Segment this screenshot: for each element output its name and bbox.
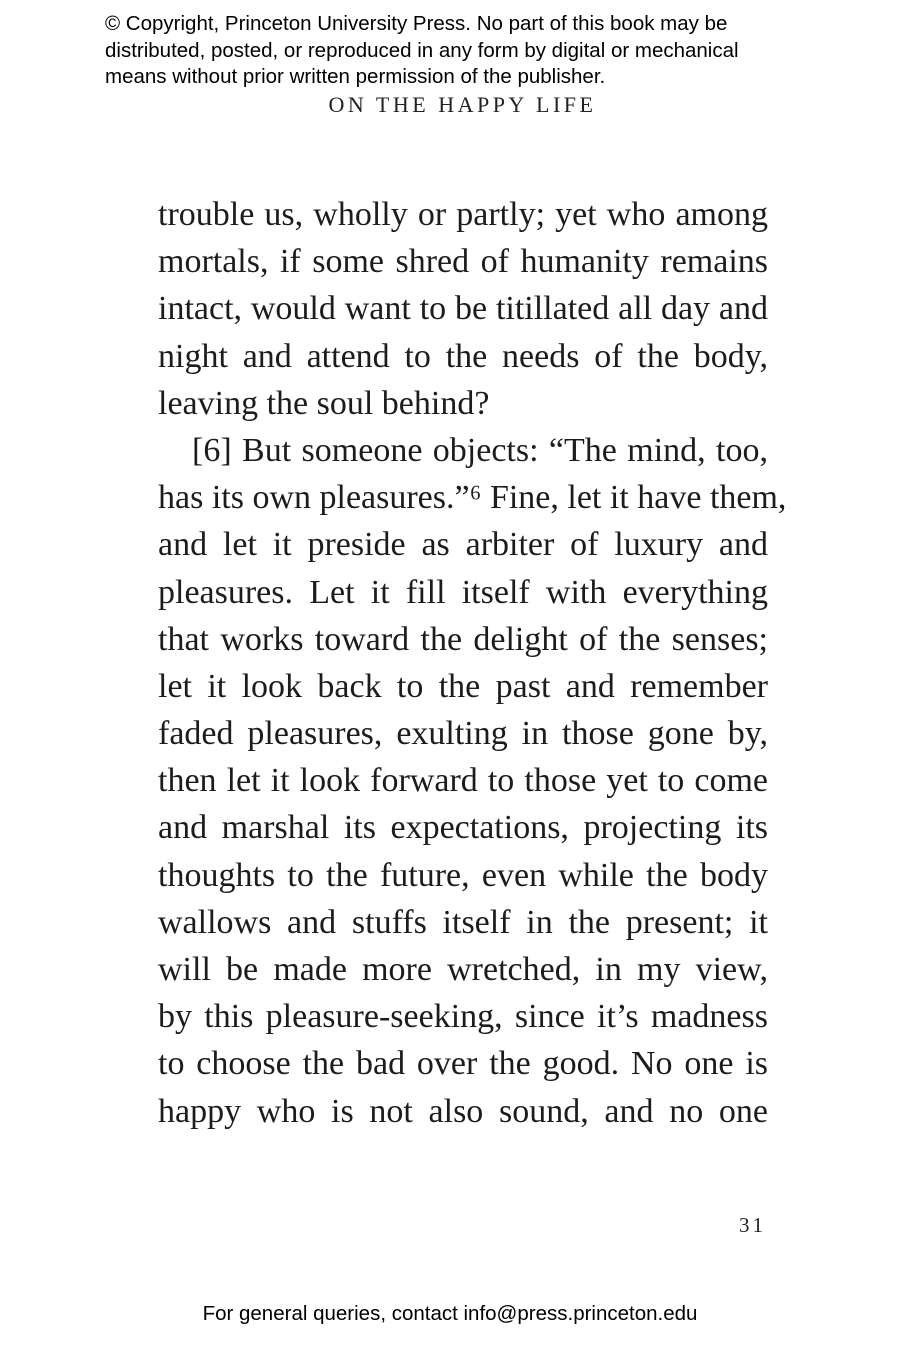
footer-contact: For general queries, contact info@press.princeton.edu [202, 1302, 698, 1325]
text-line: trouble us, wholly or partly; yet who among [158, 196, 768, 233]
text-line: pleasures. Let it fill itself with everything [158, 573, 768, 611]
text-line: happy who is not also sound, and no one [158, 1092, 768, 1130]
text-line: that works toward the delight of the senses; [158, 620, 768, 658]
text-line: by this pleasure-seeking, since it’s madness [158, 998, 768, 1036]
text-line: faded pleasures, exulting in those gone by, [158, 715, 768, 753]
page-number: 31 [739, 1213, 766, 1237]
text-line: thoughts to the future, even while the body [158, 856, 768, 894]
text-line: has its own pleasures.”⁶ Fine, let it have them, [158, 479, 787, 517]
text-line: will be made more wretched, in my view, [158, 951, 768, 988]
text-line: and let it preside as arbiter of luxury and [158, 526, 768, 564]
text-line: let it look back to the past and remember [158, 667, 768, 705]
body-text [158, 191, 787, 1135]
text-line: intact, would want to be titillated all day and [158, 290, 768, 328]
copyright-line: means without prior written permission of the publisher. [105, 65, 606, 88]
text-line: and marshal its expectations, projecting its [158, 809, 768, 847]
text-line: leaving the soul behind? [158, 384, 490, 422]
copyright-line: © Copyright, Princeton University Press. No part of this book may be [105, 12, 728, 35]
text-line: mortals, if some shred of humanity remains [158, 243, 768, 281]
copyright-notice [105, 11, 825, 91]
paragraph-start-line: [6] But someone objects: “The mind, too, [192, 431, 768, 469]
copyright-line: distributed, posted, or reproduced in any form by digital or mechanical [105, 38, 739, 62]
text-line: to choose the bad over the good. No one is [158, 1045, 768, 1083]
text-line: night and attend to the needs of the body, [158, 337, 768, 375]
text-line: then let it look forward to those yet to come [158, 762, 768, 800]
running-head: ON THE HAPPY LIFE [328, 92, 597, 117]
text-line: wallows and stuffs itself in the present; it [158, 903, 768, 941]
